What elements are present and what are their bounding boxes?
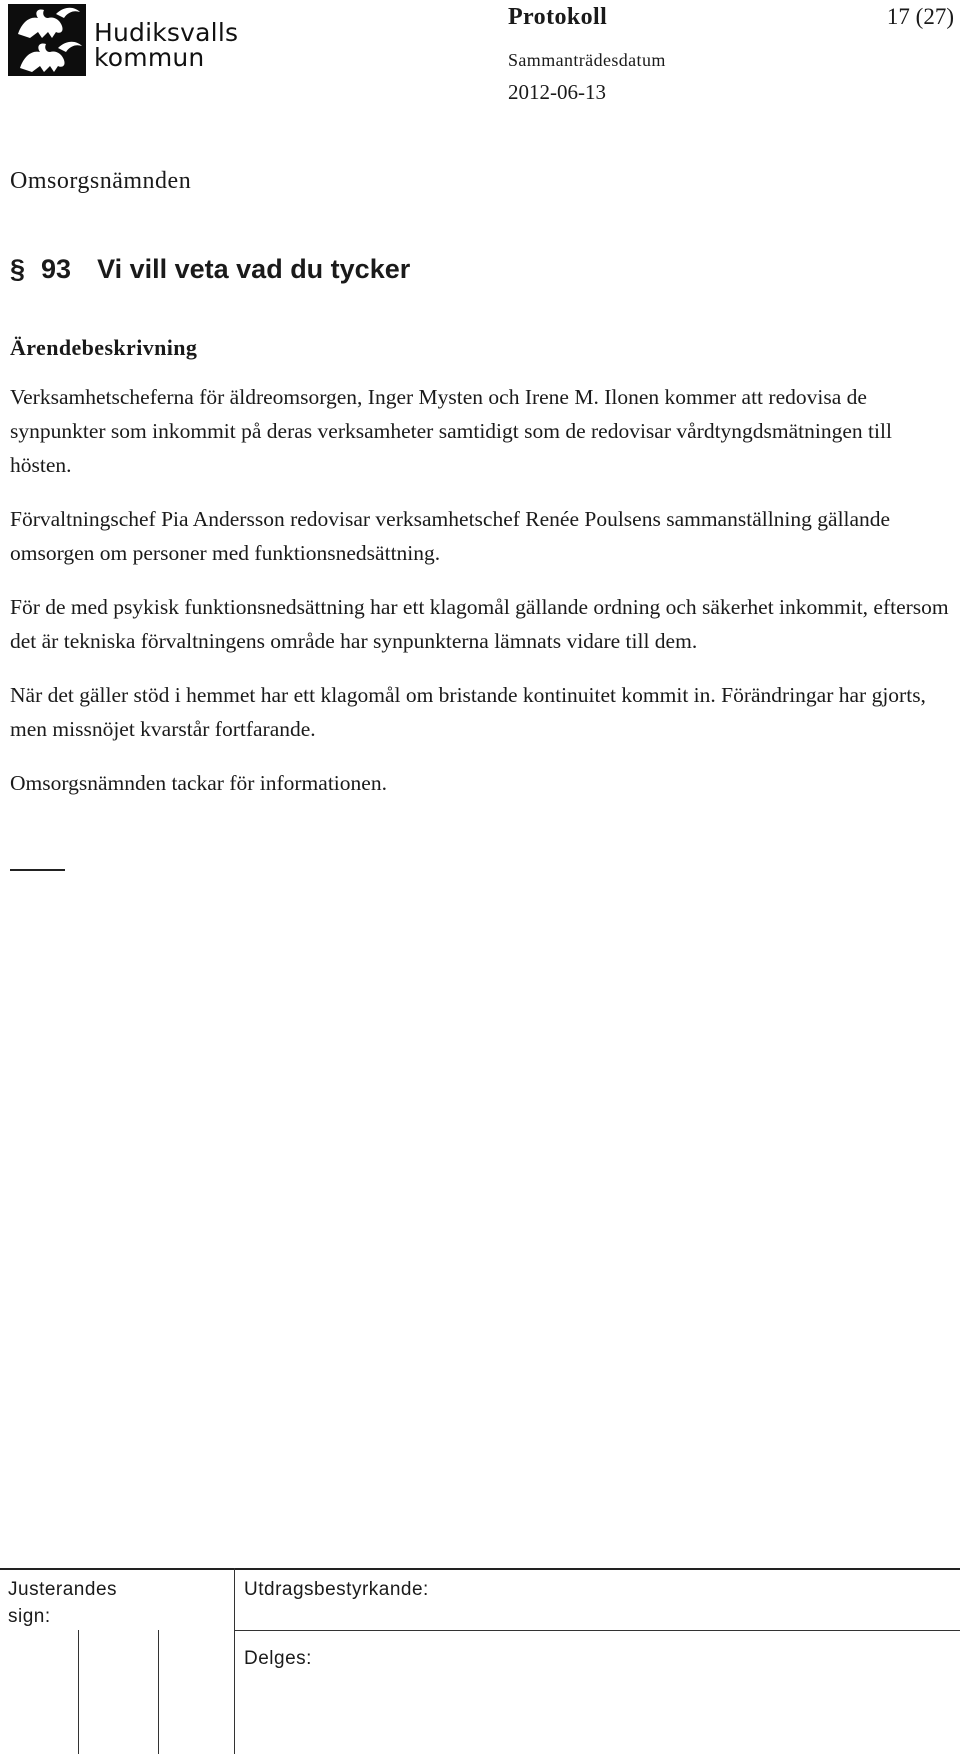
meeting-date-label: Sammanträdesdatum (508, 50, 666, 70)
case-description-heading: Ärendebeskrivning (10, 335, 198, 360)
body-paragraph: När det gäller stöd i hemmet har ett klagomål om bristande kontinuitet kommit in. Förändringar har gjorts, men missnöjet kvarstår fortfarande. (10, 683, 926, 741)
goat-heraldry-icon (8, 4, 86, 76)
meeting-date-value: 2012-06-13 (508, 80, 606, 104)
signature-box-divider (78, 1630, 79, 1754)
footer-column-divider (234, 1568, 235, 1754)
utdragsbestyrkande-label: Utdragsbestyrkande: (244, 1579, 429, 1600)
paragraph-symbol: § (10, 254, 26, 284)
signature-footer (0, 1568, 960, 1754)
logo-line-2: kommun (94, 43, 205, 72)
committee-name: Omsorgsnämnden (10, 168, 192, 194)
body-paragraph: Omsorgsnämnden tackar för informationen. (10, 771, 387, 795)
case-body (10, 380, 950, 820)
section-title (10, 254, 410, 285)
section-end-divider (10, 869, 65, 871)
sign-label: sign: (8, 1606, 51, 1627)
body-paragraph: För de med psykisk funktionsnedsättning har ett klagomål gällande ordning och säkerhet inkommit, eftersom det är tekniska förvaltningens område har synpunkterna lämnats vidare till dem. (10, 595, 949, 653)
delges-label: Delges: (244, 1648, 312, 1669)
document-type: Protokoll (508, 4, 608, 30)
page-number: 17 (27) (886, 4, 954, 29)
footer-row-divider (234, 1630, 960, 1631)
justerandes-label: Justerandes sign: (8, 1576, 117, 1630)
logo-line-1: Hudiksvalls (94, 18, 239, 47)
footer-top-divider (0, 1568, 960, 1570)
signature-box-divider (158, 1630, 159, 1754)
body-paragraph: Förvaltningschef Pia Andersson redovisar verksamhetschef Renée Poulsens sammanställning gällande omsorgen om personer med funktionsnedsättning. (10, 507, 891, 565)
body-paragraph: Verksamhetscheferna för äldreomsorgen, Inger Mysten och Irene M. Ilonen kommer att redovisa de synpunkter som inkommit på deras verksamheter samtidigt som de redovisar vårdtyngdsmätningen till hösten. (10, 385, 892, 477)
section-title-text: Vi vill veta vad du tycker (97, 254, 411, 284)
logo-wordmark (94, 20, 238, 70)
municipality-logo (8, 4, 258, 80)
section-number: 93 (41, 254, 72, 284)
